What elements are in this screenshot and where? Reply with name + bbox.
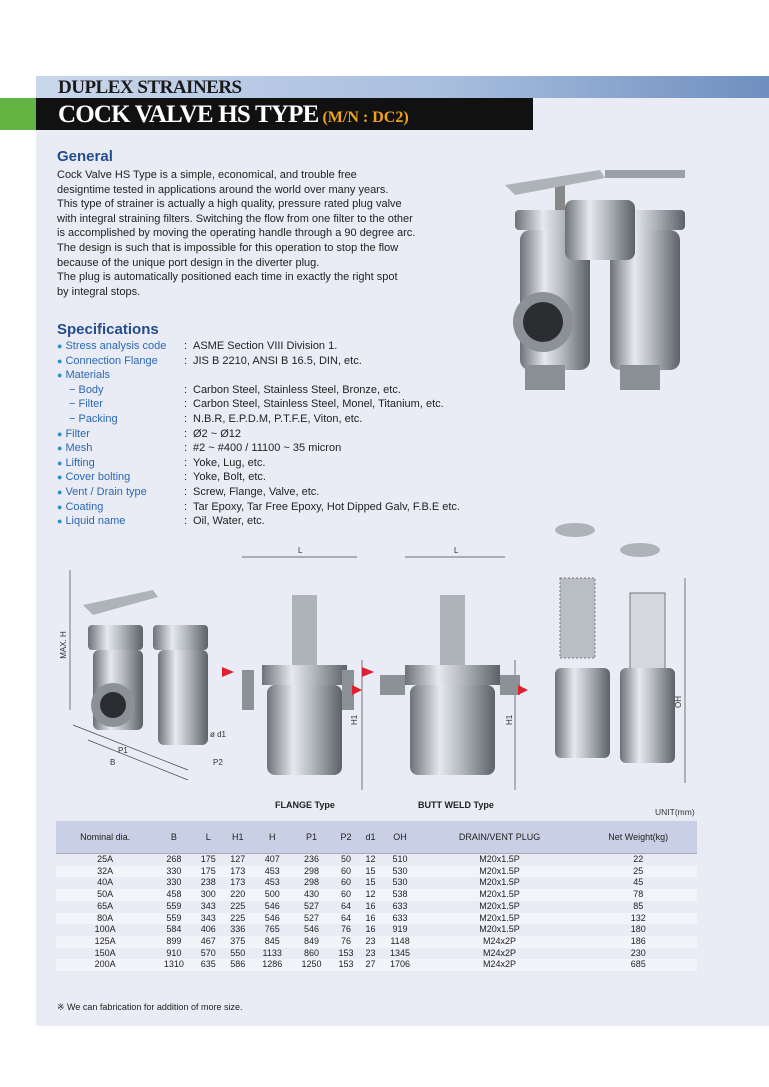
table-cell: 150A xyxy=(94,947,116,958)
table-cell: M20x1.5P xyxy=(420,889,580,901)
table-cell: 453 xyxy=(264,877,280,888)
table-header-row xyxy=(56,821,697,854)
spec-value: Carbon Steel, Stainless Steel, Monel, Titanium, etc. xyxy=(193,398,444,411)
table-cell: 860 xyxy=(304,947,320,958)
spec-row xyxy=(57,412,363,427)
spec-separator: : xyxy=(184,471,188,484)
table-cell: 546 xyxy=(304,924,320,935)
general-line: by integral stops. xyxy=(57,285,141,298)
spec-value: Tar Epoxy, Tar Free Epoxy, Hot Dipped Galv, F.B.E etc. xyxy=(193,500,460,513)
table-cell: 1345 xyxy=(390,947,411,958)
dimension-drawing-iso xyxy=(58,565,238,780)
table-cell: 32A xyxy=(56,866,154,878)
table-cell: 125A xyxy=(56,936,154,948)
spec-label: Coating xyxy=(65,500,104,513)
general-line: because of the unique port design in the diverter plug. xyxy=(57,256,320,269)
table-cell: 633 xyxy=(380,913,419,925)
table-cell: 546 xyxy=(253,913,292,925)
general-line: The plug is automatically positioned each time in exactly the right spot xyxy=(57,271,398,284)
general-line: This type of strainer is actually a high quality, pressure rated plug valve xyxy=(57,198,402,211)
table-cell: 330 xyxy=(154,866,193,878)
spec-row xyxy=(57,397,444,412)
spec-row xyxy=(57,500,460,515)
bullet-icon: ● xyxy=(57,472,63,483)
table-cell: 25 xyxy=(579,866,697,878)
table-cell: 23 xyxy=(365,947,376,958)
table-cell: 127 xyxy=(230,854,246,864)
table-cell: 1148 xyxy=(380,936,419,948)
spec-row xyxy=(57,456,266,471)
table-cell: 343 xyxy=(194,913,224,925)
table-cell: 230 xyxy=(630,947,646,958)
table-cell: 899 xyxy=(154,936,193,948)
spec-row xyxy=(57,339,338,354)
table-cell: 527 xyxy=(304,900,320,911)
table-cell: 64 xyxy=(340,900,351,911)
general-line: designtime tested in applications around the world over many years. xyxy=(57,183,389,196)
table-row xyxy=(56,866,697,878)
dim-oh-label: OH xyxy=(674,696,683,708)
table-cell: M20x1.5P xyxy=(420,913,580,925)
table-header-cell: P1 xyxy=(292,821,331,854)
table-cell: 336 xyxy=(230,924,246,935)
strainer-photo xyxy=(495,150,705,405)
spec-separator: : xyxy=(184,398,188,411)
table-cell: 530 xyxy=(392,877,408,888)
spec-row xyxy=(57,383,401,398)
table-cell: 85 xyxy=(633,900,644,911)
spec-row xyxy=(57,427,242,442)
table-cell: M24x2P xyxy=(420,959,580,971)
dim-p2-label: P2 xyxy=(213,758,223,767)
table-cell: 550 xyxy=(230,947,246,958)
table-cell: 1706 xyxy=(380,959,419,971)
general-line: The design is such that is impossible for this operation to stop the flow xyxy=(57,241,399,254)
buttweld-dim-h1-label: H1 xyxy=(505,714,514,725)
table-cell: 40A xyxy=(97,877,114,888)
bullet-icon: ● xyxy=(57,486,63,497)
table-row xyxy=(56,877,697,889)
table-cell: 298 xyxy=(304,877,320,888)
dim-maxh-label: MAX. H xyxy=(59,631,68,659)
table-cell: 586 xyxy=(223,959,253,971)
spec-label: Cover bolting xyxy=(65,471,131,484)
table-cell: M20x1.5P xyxy=(479,900,520,911)
buttweld-type-drawing xyxy=(360,545,535,790)
table-cell: 225 xyxy=(223,913,253,925)
table-cell: 22 xyxy=(633,854,644,864)
table-cell: 132 xyxy=(579,913,697,925)
spec-label: Vent / Drain type xyxy=(65,485,147,498)
fabrication-note: ※ We can fabrication for addition of more size. xyxy=(57,1002,243,1012)
spec-separator: : xyxy=(184,383,188,396)
table-header-cell: B xyxy=(154,821,193,854)
table-cell: 16 xyxy=(365,924,376,935)
table-cell: 16 xyxy=(361,913,381,925)
series-title: DUPLEX STRAINERS xyxy=(58,77,242,98)
table-cell: M20x1.5P xyxy=(479,854,520,864)
unit-label: UNIT(mm) xyxy=(655,807,695,817)
flange-dim-h1-label: H1 xyxy=(350,714,359,725)
table-cell: 64 xyxy=(331,913,361,925)
table-cell: 559 xyxy=(166,900,182,911)
general-line: is accomplished by moving the operating handle through a 90 degree arc. xyxy=(57,227,416,240)
table-cell: 919 xyxy=(392,924,408,935)
table-header-cell: Nominal dia. xyxy=(56,821,154,854)
spec-label: − Body xyxy=(69,383,104,396)
table-cell: 100A xyxy=(94,924,116,935)
title-text: COCK VALVE HS TYPE xyxy=(58,101,319,128)
table-cell: 236 xyxy=(304,854,320,864)
table-cell: 238 xyxy=(200,877,216,888)
bullet-icon: ● xyxy=(57,355,63,366)
table-cell: 910 xyxy=(166,947,182,958)
table-cell: 50A xyxy=(56,889,154,901)
header-accent xyxy=(0,98,36,130)
table-cell: M24x2P xyxy=(483,947,517,958)
spec-value: ASME Section VIII Division 1. xyxy=(193,340,338,352)
table-cell: 375 xyxy=(223,936,253,948)
spec-separator: : xyxy=(184,340,188,352)
table-header-cell: Net Weight(kg) xyxy=(579,821,697,854)
table-cell: 849 xyxy=(292,936,331,948)
table-cell: 65A xyxy=(97,900,114,911)
spec-value: Ø2 ~ Ø12 xyxy=(193,427,242,440)
dim-p1-label: P1 xyxy=(118,746,128,755)
table-cell: 546 xyxy=(264,900,280,911)
table-cell: M20x1.5P xyxy=(479,924,520,935)
table-cell: 76 xyxy=(340,924,351,935)
table-cell: 225 xyxy=(230,900,246,911)
spec-row xyxy=(57,470,266,485)
table-cell: 407 xyxy=(264,854,280,864)
spec-separator: : xyxy=(184,485,188,498)
table-cell: 467 xyxy=(194,936,224,948)
spec-label: − Packing xyxy=(69,412,118,425)
flange-dim-l-label: L xyxy=(298,546,303,555)
table-cell: M20x1.5P xyxy=(479,877,520,888)
table-cell: 23 xyxy=(361,936,381,948)
table-cell: 584 xyxy=(166,924,182,935)
table-cell: M20x1.5P xyxy=(420,866,580,878)
spec-separator: : xyxy=(184,456,188,469)
table-header-cell: H xyxy=(253,821,292,854)
table-cell: 559 xyxy=(154,913,193,925)
table-cell: 510 xyxy=(392,854,408,864)
table-cell: 12 xyxy=(361,889,381,901)
table-cell: 45 xyxy=(633,877,644,888)
table-row xyxy=(56,854,697,866)
table-row xyxy=(56,924,697,936)
spec-value: Oil, Water, etc. xyxy=(193,515,265,528)
table-cell: 175 xyxy=(200,854,216,864)
table-cell: 16 xyxy=(365,900,376,911)
table-cell: 268 xyxy=(166,854,182,864)
table-cell: 173 xyxy=(230,877,246,888)
table-cell: 685 xyxy=(579,959,697,971)
table-header-cell: OH xyxy=(380,821,419,854)
table-row xyxy=(56,889,697,901)
spec-label: Mesh xyxy=(65,442,93,455)
table-header-cell: P2 xyxy=(331,821,361,854)
table-cell: 60 xyxy=(331,866,361,878)
table-cell: 530 xyxy=(380,866,419,878)
table-cell: 458 xyxy=(154,889,193,901)
dimension-table xyxy=(56,821,697,971)
general-line: Cock Valve HS Type is a simple, economical, and trouble free xyxy=(57,169,357,181)
spec-separator: : xyxy=(184,515,188,528)
flange-caption: FLANGE Type xyxy=(275,800,335,810)
table-header-cell: H1 xyxy=(223,821,253,854)
table-row xyxy=(56,913,697,925)
spec-row xyxy=(57,354,362,369)
bullet-icon: ● xyxy=(57,501,63,512)
spec-value: Screw, Flange, Valve, etc. xyxy=(193,485,320,498)
table-cell: M24x2P xyxy=(420,936,580,948)
table-row xyxy=(56,959,697,971)
spec-value: JIS B 2210, ANSI B 16.5, DIN, etc. xyxy=(193,354,362,367)
specifications-heading: Specifications xyxy=(57,321,159,338)
spec-value: Carbon Steel, Stainless Steel, Bronze, etc. xyxy=(193,383,401,396)
dim-b-label: B xyxy=(110,758,116,767)
table-cell: 15 xyxy=(365,877,376,888)
spec-label: Connection Flange xyxy=(65,354,158,367)
table-cell: 27 xyxy=(361,959,381,971)
bullet-icon: ● xyxy=(57,428,63,439)
general-text xyxy=(57,168,507,299)
specifications-list xyxy=(57,339,460,529)
table-header-cell: DRAIN/VENT PLUG xyxy=(420,821,580,854)
table-cell: 76 xyxy=(331,936,361,948)
table-cell: 570 xyxy=(200,947,216,958)
table-header-cell: d1 xyxy=(361,821,381,854)
spec-separator: : xyxy=(184,442,188,455)
dim-d1-label: ø d1 xyxy=(210,730,227,739)
table-cell: 298 xyxy=(292,866,331,878)
table-cell: 200A xyxy=(56,959,154,971)
table-cell: 538 xyxy=(380,889,419,901)
bullet-icon: ● xyxy=(57,443,63,454)
table-cell: 1133 xyxy=(262,947,282,958)
table-cell: 50 xyxy=(340,854,351,864)
table-cell: 1286 xyxy=(253,959,292,971)
table-cell: 153 xyxy=(338,947,354,958)
table-cell: 80A xyxy=(56,913,154,925)
flange-type-drawing xyxy=(222,545,370,790)
bullet-icon: ● xyxy=(57,516,63,527)
table-cell: 635 xyxy=(194,959,224,971)
model-number: (M/N : DC2) xyxy=(322,109,409,126)
general-heading: General xyxy=(57,148,113,165)
spec-value: #2 ~ #400 / 11100 ~ 35 micron xyxy=(193,442,342,455)
table-cell: 220 xyxy=(223,889,253,901)
table-cell: 1250 xyxy=(292,959,331,971)
spec-label: Filter xyxy=(65,427,90,440)
spec-separator: : xyxy=(184,427,188,440)
spec-value: Yoke, Lug, etc. xyxy=(193,456,266,469)
bullet-icon: ● xyxy=(57,370,63,381)
spec-label: Stress analysis code xyxy=(65,340,167,352)
buttweld-caption: BUTT WELD Type xyxy=(418,800,494,810)
table-cell: 175 xyxy=(194,866,224,878)
spec-row xyxy=(57,514,265,529)
table-row xyxy=(56,936,697,948)
table-header-cell: L xyxy=(194,821,224,854)
table-cell: 330 xyxy=(166,877,182,888)
bullet-icon: ● xyxy=(57,341,63,351)
spec-separator: : xyxy=(184,354,188,367)
table-cell: 173 xyxy=(223,866,253,878)
table-cell: 453 xyxy=(253,866,292,878)
page-title xyxy=(58,100,409,133)
table-cell: 633 xyxy=(392,900,408,911)
table-cell: 406 xyxy=(200,924,216,935)
spec-row xyxy=(57,441,342,456)
table-cell: 15 xyxy=(361,866,381,878)
table-cell: 430 xyxy=(292,889,331,901)
table-cell: 500 xyxy=(253,889,292,901)
table-cell: 300 xyxy=(194,889,224,901)
table-cell: 765 xyxy=(264,924,280,935)
spec-value: Yoke, Bolt, etc. xyxy=(193,471,266,484)
table-cell: 845 xyxy=(253,936,292,948)
spec-label: Liquid name xyxy=(65,515,126,528)
spec-value: N.B.R, E.P.D.M, P.T.F.E, Viton, etc. xyxy=(193,412,363,425)
spec-row xyxy=(57,485,320,500)
table-cell: 527 xyxy=(292,913,331,925)
table-cell: 25A xyxy=(97,854,114,864)
table-cell: 186 xyxy=(579,936,697,948)
spec-separator: : xyxy=(184,500,188,513)
spec-label: Materials xyxy=(65,369,111,382)
spec-label: Lifting xyxy=(65,456,95,469)
table-cell: 1310 xyxy=(154,959,193,971)
buttweld-dim-l-label: L xyxy=(454,546,459,555)
spec-label: − Filter xyxy=(69,398,103,411)
general-line: with integral straining filters. Switching the flow from one filter to the other xyxy=(57,212,413,225)
basket-exploded-drawing xyxy=(535,518,695,790)
table-cell: 12 xyxy=(365,854,376,864)
spec-row xyxy=(57,368,194,383)
table-cell: 60 xyxy=(340,877,351,888)
spec-separator: : xyxy=(184,412,188,425)
bullet-icon: ● xyxy=(57,457,63,468)
table-cell: 60 xyxy=(331,889,361,901)
table-cell: 180 xyxy=(630,924,646,935)
table-cell: 153 xyxy=(331,959,361,971)
table-cell: 78 xyxy=(579,889,697,901)
table-row xyxy=(56,901,697,913)
table-cell: 343 xyxy=(200,900,216,911)
table-row xyxy=(56,948,697,960)
